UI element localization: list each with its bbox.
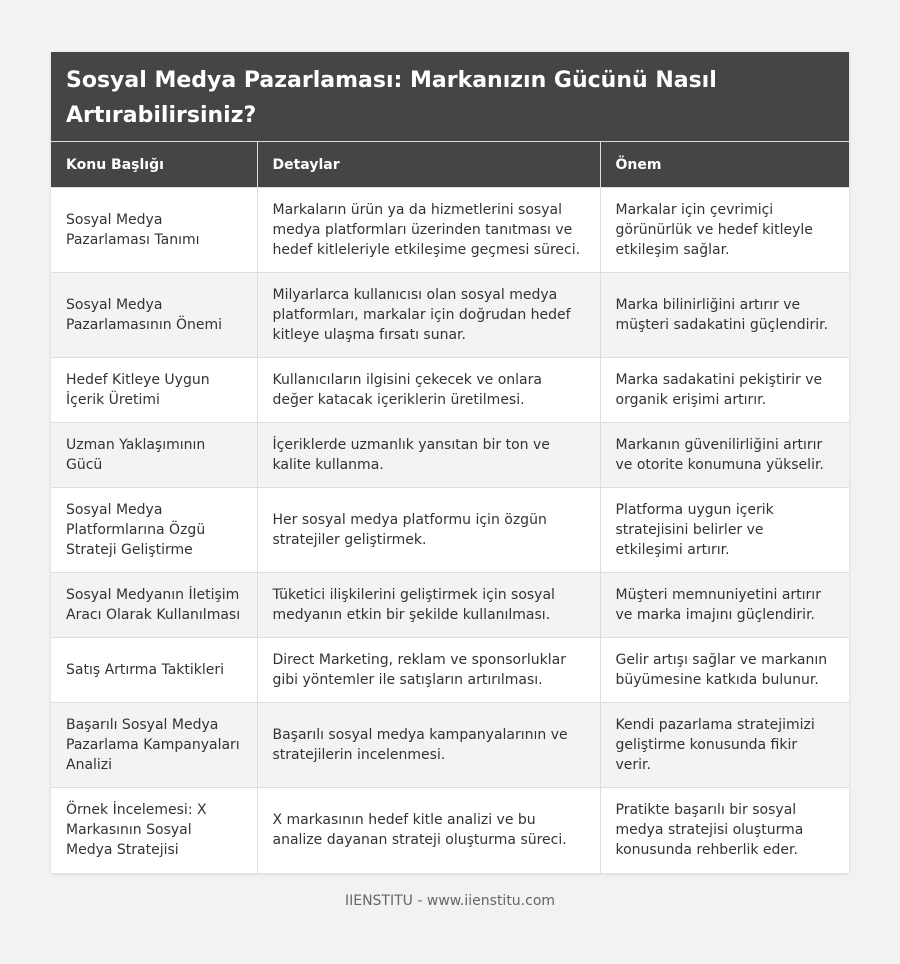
cell-details: Direct Marketing, reklam ve sponsorluklar gibi yöntemler ile satışların artırılması. [257,638,600,703]
cell-details: Milyarlarca kullanıcısı olan sosyal medya platformları, markalar için doğrudan hedef kitleye ulaşma fırsatı sunar. [257,273,600,358]
cell-topic: Başarılı Sosyal Medya Pazarlama Kampanyaları Analizi [51,703,257,788]
cell-importance: Markanın güvenilirliğini artırır ve otorite konumuna yükselir. [600,423,849,488]
cell-details: Her sosyal medya platformu için özgün stratejiler geliştirmek. [257,488,600,573]
cell-importance: Marka sadakatini pekiştirir ve organik erişimi artırır. [600,358,849,423]
table-row [51,273,849,358]
cell-importance: Markalar için çevrimiçi görünürlük ve hedef kitleyle etkileşim sağlar. [600,188,849,273]
column-header-importance: Önem [600,142,849,188]
cell-topic: Hedef Kitleye Uygun İçerik Üretimi [51,358,257,423]
table-row [51,423,849,488]
column-header-topic: Konu Başlığı [51,142,257,188]
table-card [51,52,849,873]
cell-topic: Satış Artırma Taktikleri [51,638,257,703]
cell-importance: Kendi pazarlama stratejimizi geliştirme konusunda fikir verir. [600,703,849,788]
cell-importance: Gelir artışı sağlar ve markanın büyümesine katkıda bulunur. [600,638,849,703]
column-header-details: Detaylar [257,142,600,188]
cell-topic: Sosyal Medya Pazarlamasının Önemi [51,273,257,358]
cell-details: X markasının hedef kitle analizi ve bu analize dayanan strateji oluşturma süreci. [257,788,600,873]
table-row [51,638,849,703]
cell-importance: Pratikte başarılı bir sosyal medya stratejisi oluşturma konusunda rehberlik eder. [600,788,849,873]
table-row [51,358,849,423]
cell-topic: Sosyal Medya Pazarlaması Tanımı [51,188,257,273]
page-title: Sosyal Medya Pazarlaması: Markanızın Gücünü Nasıl Artırabilirsiniz? [51,52,849,141]
cell-details: Markaların ürün ya da hizmetlerini sosyal medya platformları üzerinden tanıtması ve hedef kitleleriyle etkileşime geçmesi süreci. [257,188,600,273]
cell-details: Başarılı sosyal medya kampanyalarının ve stratejilerin incelenmesi. [257,703,600,788]
cell-importance: Platforma uygun içerik stratejisini belirler ve etkileşimi artırır. [600,488,849,573]
footer-credit: IIENSTITU - www.iienstitu.com [344,893,556,909]
cell-topic: Sosyal Medyanın İletişim Aracı Olarak Kullanılması [51,573,257,638]
cell-details: Tüketici ilişkilerini geliştirmek için sosyal medyanın etkin bir şekilde kullanılması. [257,573,600,638]
content-table [51,141,849,873]
cell-topic: Sosyal Medya Platformlarına Özgü Strateji Geliştirme [51,488,257,573]
cell-importance: Müşteri memnuniyetini artırır ve marka imajını güçlendirir. [600,573,849,638]
table-row [51,488,849,573]
cell-topic: Örnek İncelemesi: X Markasının Sosyal Medya Stratejisi [51,788,257,873]
table-row [51,573,849,638]
header-row [51,142,849,188]
cell-importance: Marka bilinirliğini artırır ve müşteri sadakatini güçlendirir. [600,273,849,358]
cell-topic: Uzman Yaklaşımının Gücü [51,423,257,488]
table-row [51,788,849,873]
cell-details: İçeriklerde uzmanlık yansıtan bir ton ve kalite kullanma. [257,423,600,488]
cell-details: Kullanıcıların ilgisini çekecek ve onlara değer katacak içeriklerin üretilmesi. [257,358,600,423]
table-row [51,188,849,273]
table-row [51,703,849,788]
